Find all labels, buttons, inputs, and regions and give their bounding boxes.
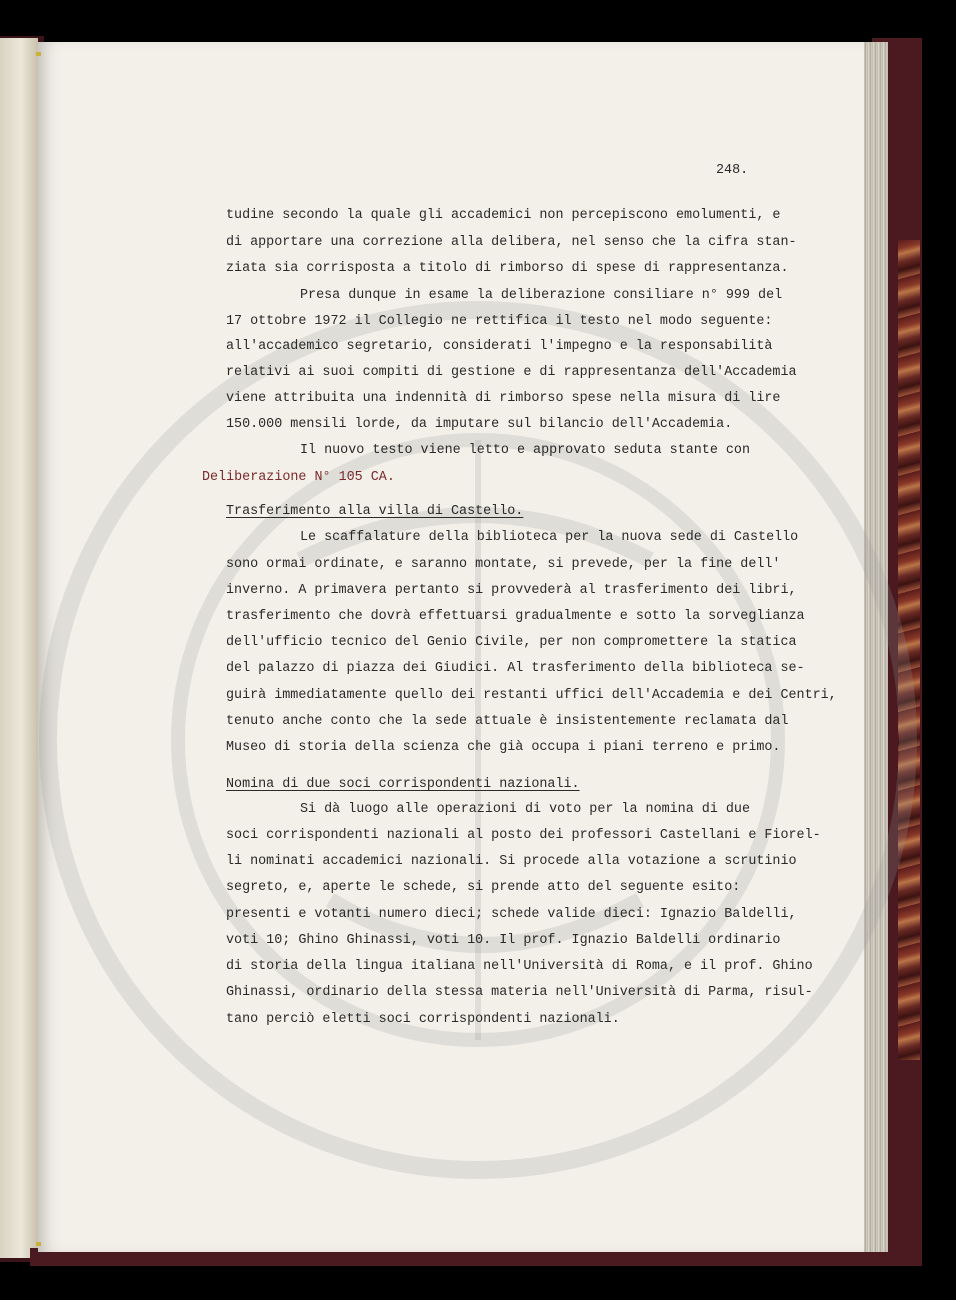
section-heading-nomina: Nomina di due soci corrispondenti nazionali.: [226, 777, 580, 792]
paragraph-line: del palazzo di piazza dei Giudici. Al trasferimento della biblioteca se-: [226, 661, 805, 676]
section-heading-castello: Trasferimento alla villa di Castello.: [226, 504, 524, 519]
paragraph-line: tano perciò eletti soci corrispondenti nazionali.: [226, 1012, 620, 1027]
paragraph-line: Le scaffalature della biblioteca per la nuova sede di Castello: [300, 530, 799, 545]
paragraph-line: presenti e votanti numero dieci; schede valide dieci: Ignazio Baldelli,: [226, 907, 797, 922]
paragraph-line: segreto, e, aperte le schede, si prende atto del seguente esito:: [226, 880, 741, 895]
marbled-edge: [898, 240, 920, 1060]
binding-thread-bottom: [36, 1242, 41, 1246]
paragraph-line: Si dà luogo alle operazioni di voto per la nomina di due: [300, 802, 750, 817]
paragraph-line: Il nuovo testo viene letto e approvato seduta stante con: [300, 443, 750, 458]
deliberation-note: Deliberazione N° 105 CA.: [202, 470, 395, 485]
paragraph-line: di apportare una correzione alla delibera, nel senso che la cifra stan-: [226, 235, 797, 250]
paragraph-line: li nominati accademici nazionali. Si procede alla votazione a scrutinio: [226, 854, 797, 869]
paragraph-line: ziata sia corrisposta a titolo di rimborso di spese di rappresentanza.: [226, 261, 789, 276]
paragraph-line: di storia della lingua italiana nell'Università di Roma, e il prof. Ghino: [226, 959, 813, 974]
paragraph-line: all'accademico segretario, considerati l'impegno e la responsabilità: [226, 339, 773, 354]
page-edges: [862, 42, 888, 1252]
paragraph-line: 17 ottobre 1972 il Collegio ne rettifica il testo nel modo seguente:: [226, 314, 773, 329]
page-number: 248.: [716, 163, 749, 178]
paragraph-line: tenuto anche conto che la sede attuale è insistentemente reclamata dal: [226, 714, 789, 729]
paragraph-line: dell'ufficio tecnico del Genio Civile, per non compromettere la statica: [226, 635, 797, 650]
paragraph-line: Presa dunque in esame la deliberazione consiliare n° 999 del: [300, 288, 783, 303]
paragraph-line: sono ormai ordinate, e saranno montate, si prevede, per la fine dell': [226, 557, 781, 572]
paragraph-line: Ghinassi, ordinario della stessa materia nell'Università di Parma, risul-: [226, 985, 813, 1000]
paragraph-line: guirà immediatamente quello dei restanti uffici dell'Accademia e dei Centri,: [226, 688, 837, 703]
paragraph-line: 150.000 mensili lorde, da imputare sul bilancio dell'Accademia.: [226, 417, 733, 432]
binding-thread-top: [36, 52, 41, 56]
paragraph-line: soci corrispondenti nazionali al posto dei professori Castellani e Fiorel-: [226, 828, 821, 843]
paragraph-line: viene attribuita una indennità di rimborso spese nella misura di lire: [226, 391, 781, 406]
paragraph-line: Museo di storia della scienza che già occupa i piani terreno e primo.: [226, 740, 781, 755]
paragraph-line: voti 10; Ghino Ghinassi, voti 10. Il prof. Ignazio Baldelli ordinario: [226, 933, 781, 948]
paragraph-line: relativi ai suoi compiti di gestione e di rappresentanza dell'Accademia: [226, 365, 797, 380]
paragraph-line: inverno. A primavera pertanto si provvederà al trasferimento dei libri,: [226, 583, 797, 598]
paragraph-line: tudine secondo la quale gli accademici non percepiscono emolumenti, e: [226, 208, 781, 223]
paragraph-line: trasferimento che dovrà effettuarsi gradualmente e sotto la sorveglianza: [226, 609, 805, 624]
left-page-edge: [0, 38, 38, 1258]
